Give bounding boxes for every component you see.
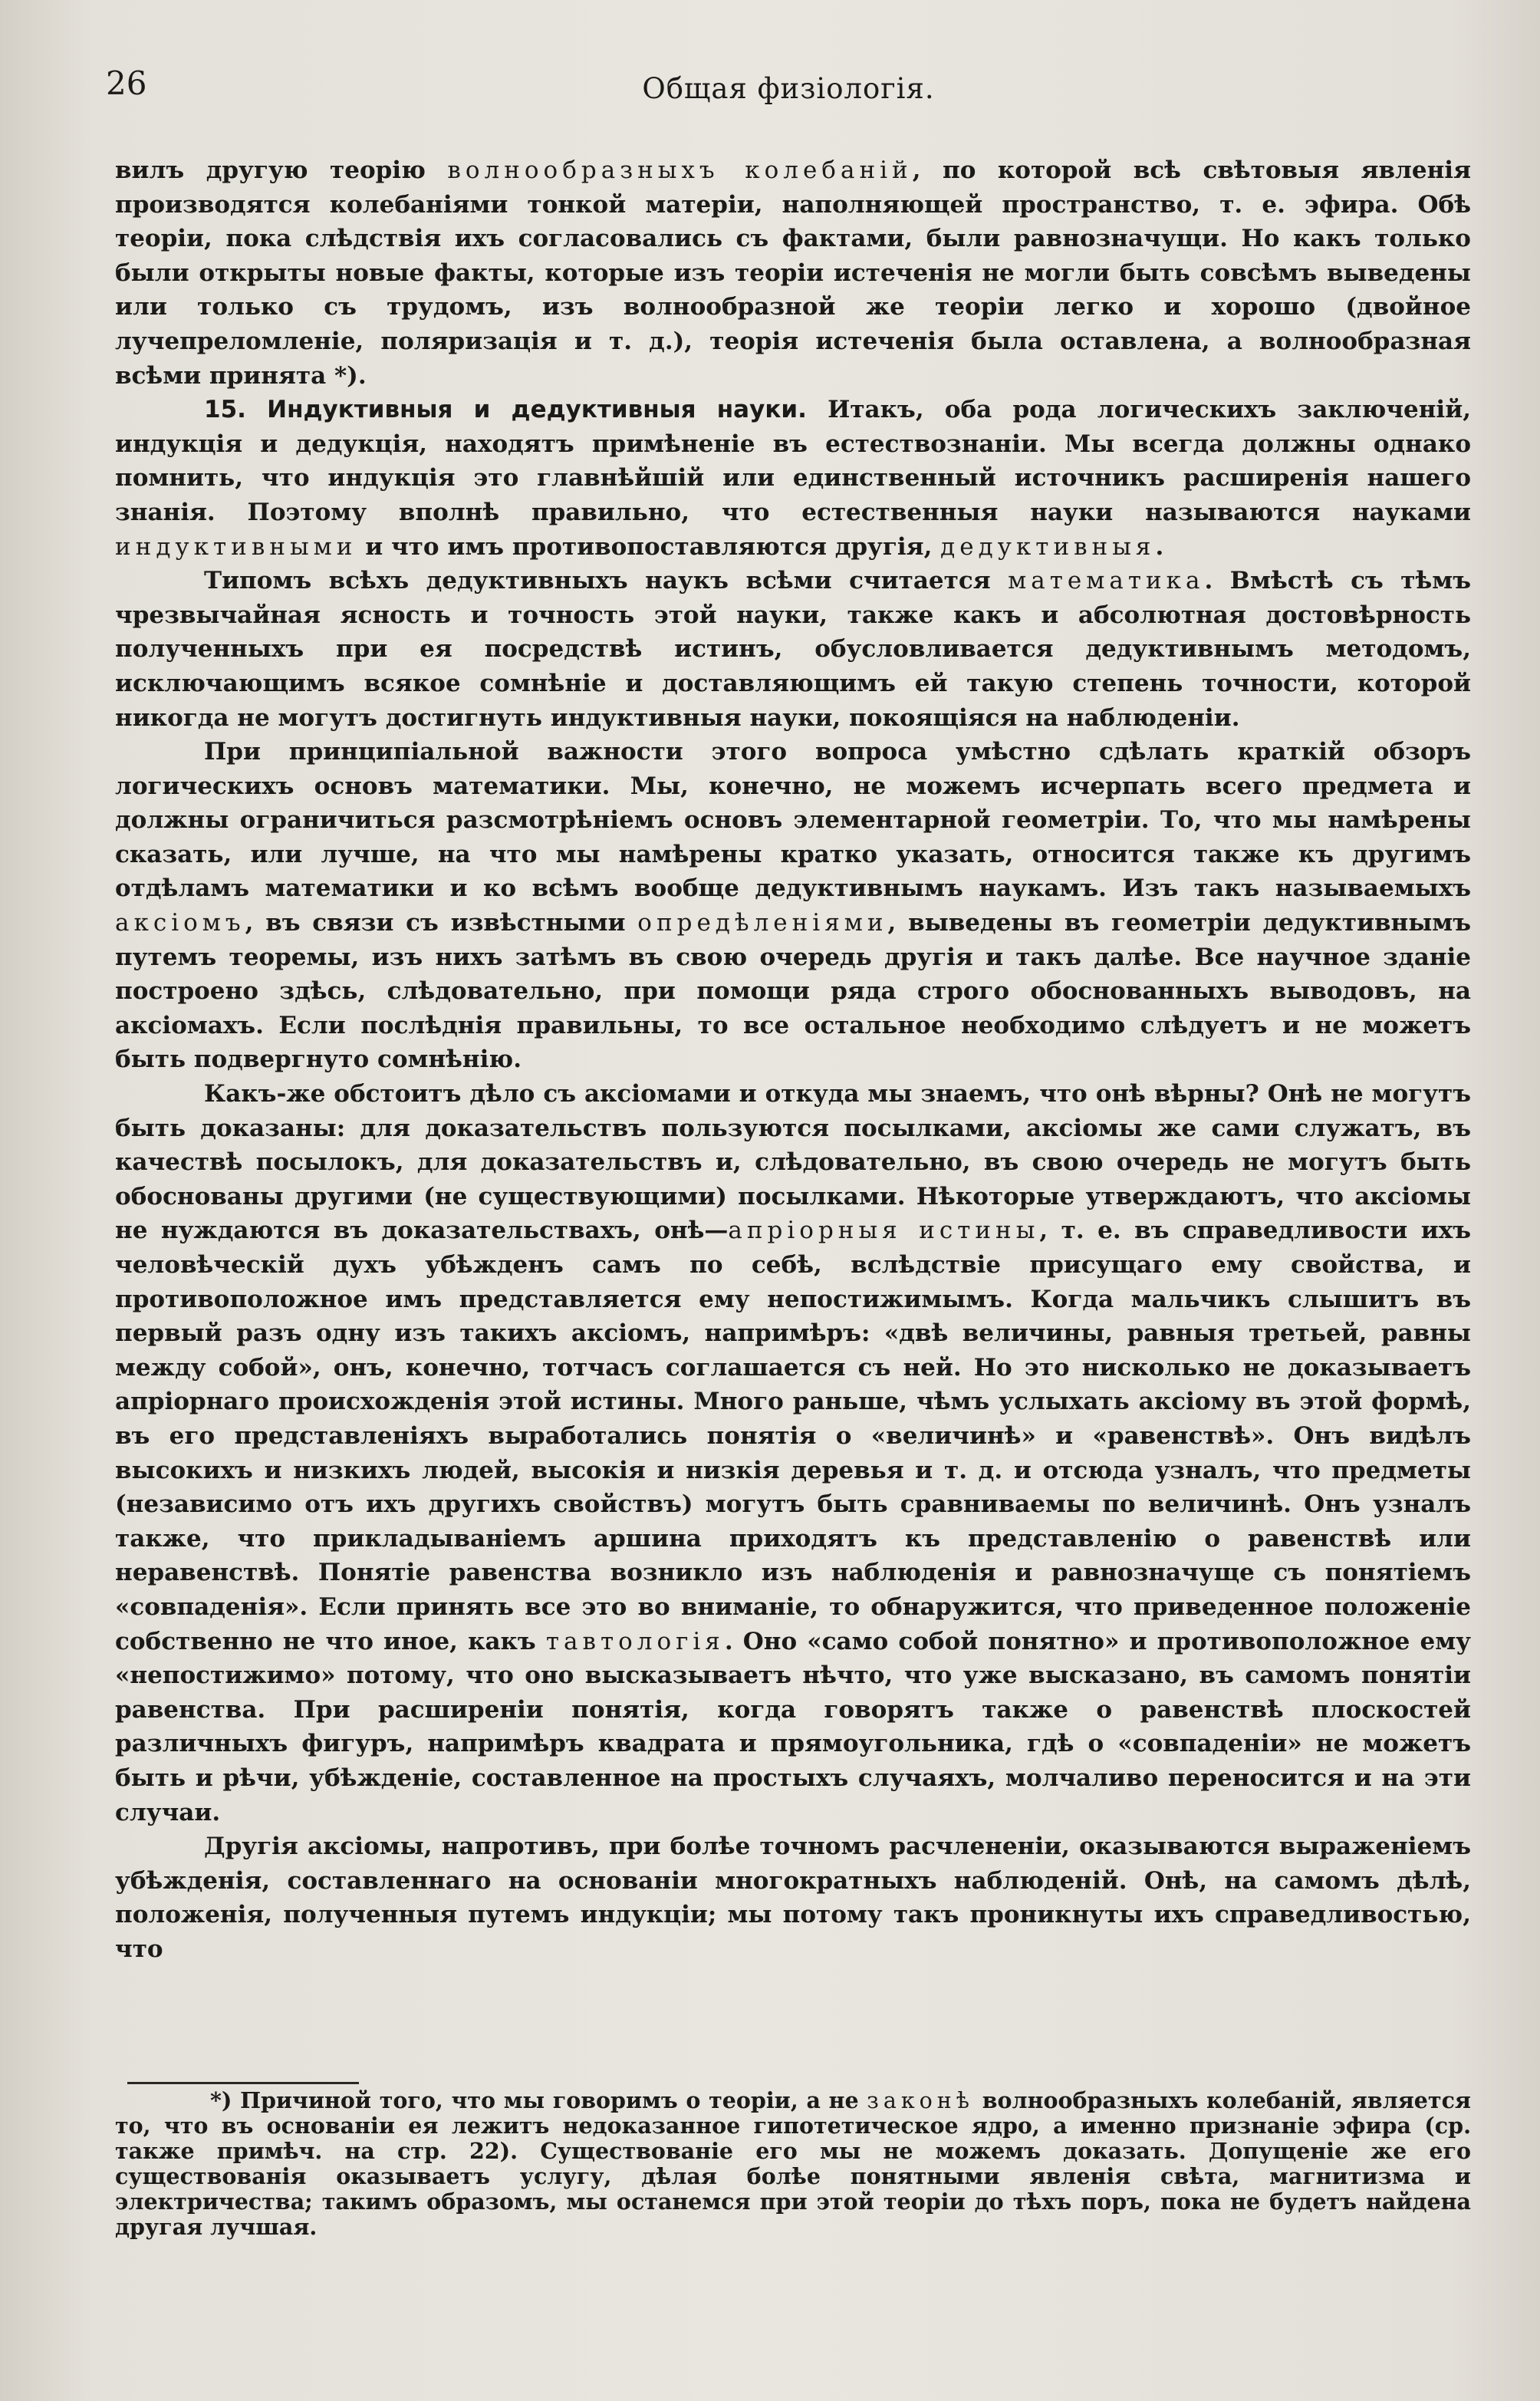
emphasis-definitions: опредѣленіями — [637, 909, 888, 937]
paragraph-2-text-e: . — [1155, 532, 1164, 561]
emphasis-inductive: индуктивными — [115, 532, 357, 561]
paragraph-4 — [115, 735, 1471, 1077]
emphasis-wave-oscillations: волнообразныхъ колебаній — [447, 156, 913, 184]
footnote-text-c: волнообразныхъ колебаній, является то, что въ основаніи ея лежитъ недоказанное гипотетическое ядро, а именно признаніе эфира (ср. также примѣч. на стр. 22). Существованіе его мы не можемъ доказать. Допущеніе же его существованія оказываетъ услугу, дѣлая болѣе понятными явленія свѣта, магнитизма и электричества; такимъ образомъ, мы останемся при этой теоріи до тѣхъ поръ, пока не будетъ найдена другая лучшая. — [115, 2087, 1471, 2240]
paragraph-1-text-a: вилъ другую теорію — [115, 156, 448, 184]
paragraph-1-text-c: , по которой всѣ свѣтовыя явленія производятся колебаніями тонкой матеріи, наполняющей пространство, т. е. эфира. Обѣ теоріи, пока слѣдствія ихъ согласовались съ фактами, были равнозначущи. Но какъ только были открыты новые факты, которые изъ теоріи истеченія не могли быть совсѣмъ выведены или только съ трудомъ, изъ волнообразной же теоріи легко и хорошо (двойное лучепреломленіе, поляризація и т. д.), теорія истеченія была оставлена, а волнообразная всѣми принята *). — [115, 156, 1471, 390]
paragraph-2 — [115, 393, 1471, 564]
paragraph-3 — [115, 564, 1471, 735]
footnote-text-a: *) Причиной того, что мы говоримъ о теоріи, а не — [210, 2087, 867, 2113]
section-heading: 15. Индуктивныя и дедуктивныя науки. — [204, 396, 807, 424]
paragraph-3-text-a: Типомъ всѣхъ дедуктивныхъ наукъ всѣми считается — [204, 567, 1009, 595]
paragraph-5 — [115, 1077, 1471, 1830]
emphasis-law: законѣ — [867, 2088, 974, 2113]
page-number: 26 — [106, 64, 147, 102]
footnote-divider — [127, 2082, 359, 2084]
paragraph-2-text-c: и что имъ противопоставляются другія, — [357, 532, 941, 561]
paragraph-2-text-a: Итакъ, оба рода логическихъ заключеній, индукція и дедукція, находятъ примѣненіе въ естествознаніи. Мы всегда должны однако помнить, что индукція это главнѣйшій или единственный источникъ расширенія нашего знанія. Поэтому вполнѣ правильно, что естественныя науки называются науками — [115, 396, 1471, 526]
body-text — [115, 153, 1471, 1966]
paragraph-1 — [115, 153, 1471, 393]
paragraph-5-text-e: . Оно «само собой понятно» и противоположное ему «непостижимо» потому, что оно высказываетъ нѣчто, что уже высказано, въ самомъ понятіи равенства. При расширеніи понятія, когда говорятъ также о равенствѣ плоскостей различныхъ фигуръ, напримѣръ квадрата и прямоугольника, гдѣ о «совпаденіи» не можетъ быть и рѣчи, убѣжденіе, составленное на простыхъ случаяхъ, молчаливо переносится и на эти случаи. — [115, 1627, 1471, 1826]
emphasis-tautology: тавтологія — [545, 1627, 725, 1655]
page-header — [106, 64, 1471, 118]
emphasis-deductive: дедуктивныя — [940, 532, 1156, 561]
footnote-text — [115, 2088, 1471, 2240]
footnote — [115, 2088, 1471, 2240]
paragraph-4-text-e: , выведены въ геометріи дедуктивнымъ путемъ теоремы, изъ нихъ затѣмъ въ свою очередь другія и такъ далѣе. Все научное зданіе построено здѣсь, слѣдовательно, при помощи ряда строго обоснованныхъ выводовъ, на аксіомахъ. Если послѣднія правильны, то все остальное необходимо слѣдуетъ и не можетъ быть подвергнуто сомнѣнію. — [115, 909, 1471, 1074]
paragraph-6-text-a: Другія аксіомы, напротивъ, при болѣе точномъ расчлененіи, оказываются выраженіемъ убѣжденія, составленнаго на основаніи многократныхъ наблюденій. Онѣ, на самомъ дѣлѣ, положенія, полученныя путемъ индукціи; мы потому такъ проникнуты ихъ справедливостью, что — [115, 1833, 1471, 1963]
paragraph-4-text-c: , въ связи съ извѣстными — [245, 909, 638, 937]
paragraph-5-text-c: , т. е. въ справедливости ихъ человѣческій духъ убѣжденъ самъ по себѣ, вслѣдствіе присущаго ему свойства, и противоположное имъ представляется ему непостижимымъ. Когда мальчикъ слышитъ въ первый разъ одну изъ такихъ аксіомъ, напримѣръ: «двѣ величины, равныя третьей, равны между собой», онъ, конечно, тотчасъ соглашается съ ней. Но это нисколько не доказываетъ апріорнаго происхожденія этой истины. Много раньше, чѣмъ услыхать аксіому въ этой формѣ, въ его представленіяхъ выработались понятія о «величинѣ» и «равенствѣ». Онъ видѣлъ высокихъ и низкихъ людей, высокія и низкія деревья и т. д. и отсюда узналъ, что предметы (независимо отъ ихъ другихъ свойствъ) могутъ быть сравниваемы по величинѣ. Онъ узналъ также, что прикладываніемъ аршина приходятъ къ представленію о равенствѣ или неравенствѣ. Понятіе равенства возникло изъ наблюденія и равнозначуще съ понятіемъ «совпаденія». Если принять все это во вниманіе, то обнаружится, что приведенное положеніе собственно не что иное, какъ — [115, 1217, 1471, 1655]
emphasis-axioms: аксіомъ — [115, 909, 245, 937]
running-title: Общая физіологія. — [642, 72, 935, 105]
paragraph-6 — [115, 1830, 1471, 1966]
emphasis-mathematics: математика — [1008, 567, 1205, 595]
emphasis-a-priori-truths: апріорныя истины — [728, 1217, 1040, 1245]
paragraph-3-text-c: . Вмѣстѣ съ тѣмъ чрезвычайная ясность и точность этой науки, также какъ и абсолютная достовѣрность полученныхъ при ея посредствѣ истинъ, обусловливается дедуктивнымъ методомъ, исключающимъ всякое сомнѣніе и доставляющимъ ей такую степень точности, которой никогда не могутъ достигнуть индуктивныя науки, покоящіяся на наблюденіи. — [115, 567, 1471, 732]
paragraph-4-text-a: При принципіальной важности этого вопроса умѣстно сдѣлать краткій обзоръ логическихъ основъ математики. Мы, конечно, не можемъ исчерпать всего предмета и должны ограничиться разсмотрѣніемъ основъ элементарной геометріи. То, что мы намѣрены сказать, или лучше, на что мы намѣрены кратко указать, относится также къ другимъ отдѣламъ математики и ко всѣмъ вообще дедуктивнымъ наукамъ. Изъ такъ называемыхъ — [115, 738, 1471, 903]
paragraph-5-text-a: Какъ-же обстоитъ дѣло съ аксіомами и откуда мы знаемъ, что онѣ вѣрны? Онѣ не могутъ быть доказаны: для доказательствъ пользуются посылками, аксіомы же сами служатъ, въ качествѣ посылокъ, для доказательствъ и, слѣдовательно, въ свою очередь не могутъ быть обоснованы другими (не существующими) посылками. Нѣкоторые утверждаютъ, что аксіомы не нуждаются въ доказательствахъ, онѣ— — [115, 1080, 1471, 1245]
